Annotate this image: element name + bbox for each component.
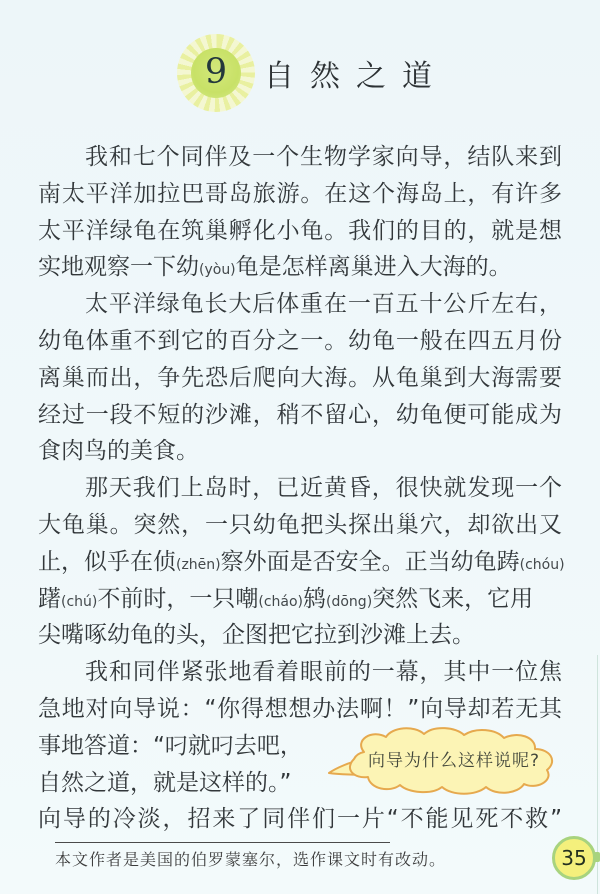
text-line: 大龟巢。突然，一只幼龟把头探出巢穴，却欲出又 [38, 511, 562, 538]
lesson-number-disc [191, 48, 241, 98]
footnote: 本文作者是美国的伯罗蒙塞尔，选作课文时有改动。 [55, 850, 447, 869]
page-number-badge [552, 836, 596, 880]
text-line: 事地答道：“叼就叼去吧， [38, 732, 303, 759]
pinyin-annotation: (dōng) [326, 593, 373, 610]
text-line: 离巢而出，争先恐后爬向大海。从龟巢到大海需要 [38, 364, 562, 391]
pinyin-annotation: (yòu) [199, 262, 236, 279]
text-line: 急地对向导说：“你得想想办法啊！”向导却若无其 [38, 695, 562, 722]
text-line: 食肉鸟的美食。 [38, 438, 199, 465]
bubble-text: 向导为什么这样说呢? [367, 750, 541, 771]
text-line: 幼龟体重不到它的百分之一。幼龟一般在四五月份 [38, 327, 562, 354]
question-bubble [326, 724, 562, 798]
text-line: 向导的冷淡，招来了同伴们一片“不能见死不救” [38, 806, 562, 833]
text-line: 我和同伴紧张地看着眼前的一幕，其中一位焦 [85, 659, 562, 686]
lesson-number: 9 [204, 51, 228, 92]
footnote-rule [55, 842, 390, 843]
text-line: 尖嘴啄幼龟的头，企图把它拉到沙滩上去。 [38, 622, 475, 649]
text-line: 自然之道，就是这样的。” [38, 769, 292, 796]
text-line: 经过一段不短的沙滩，稍不留心，幼龟便可能成为 [38, 401, 562, 428]
text-line: 太平洋绿龟在筑巢孵化小龟。我们的目的，就是想 [38, 217, 562, 244]
text-line: 那天我们上岛时，已近黄昏，很快就发现一个 [85, 475, 562, 502]
pinyin-annotation: (cháo) [258, 593, 304, 610]
page-number: 35 [561, 846, 587, 870]
text-line: 我和七个同伴及一个生物学家向导，结队来到 [85, 144, 562, 170]
pinyin-annotation: (chóu) [519, 556, 565, 573]
text-line: 太平洋绿龟长大后体重在一百五十公斤左右， [85, 291, 562, 318]
page-title: 自然之道 [264, 59, 448, 94]
text-line: 躇(chú)不前时，一只嘲(cháo)鸫(dōng)突然飞来，它用 [38, 585, 534, 612]
text-line: 止，似乎在侦(zhēn)察外面是否安全。正当幼龟踌(chóu) [38, 548, 565, 575]
lesson-flower-icon [177, 34, 255, 112]
pinyin-annotation: (chú) [61, 593, 98, 610]
text-line: 实地观察一下幼(yòu)龟是怎样离巢进入大海的。 [38, 254, 512, 281]
text-line: 南太平洋加拉巴哥岛旅游。在这个海岛上，有许多 [38, 180, 562, 207]
pinyin-annotation: (zhēn) [176, 556, 221, 573]
